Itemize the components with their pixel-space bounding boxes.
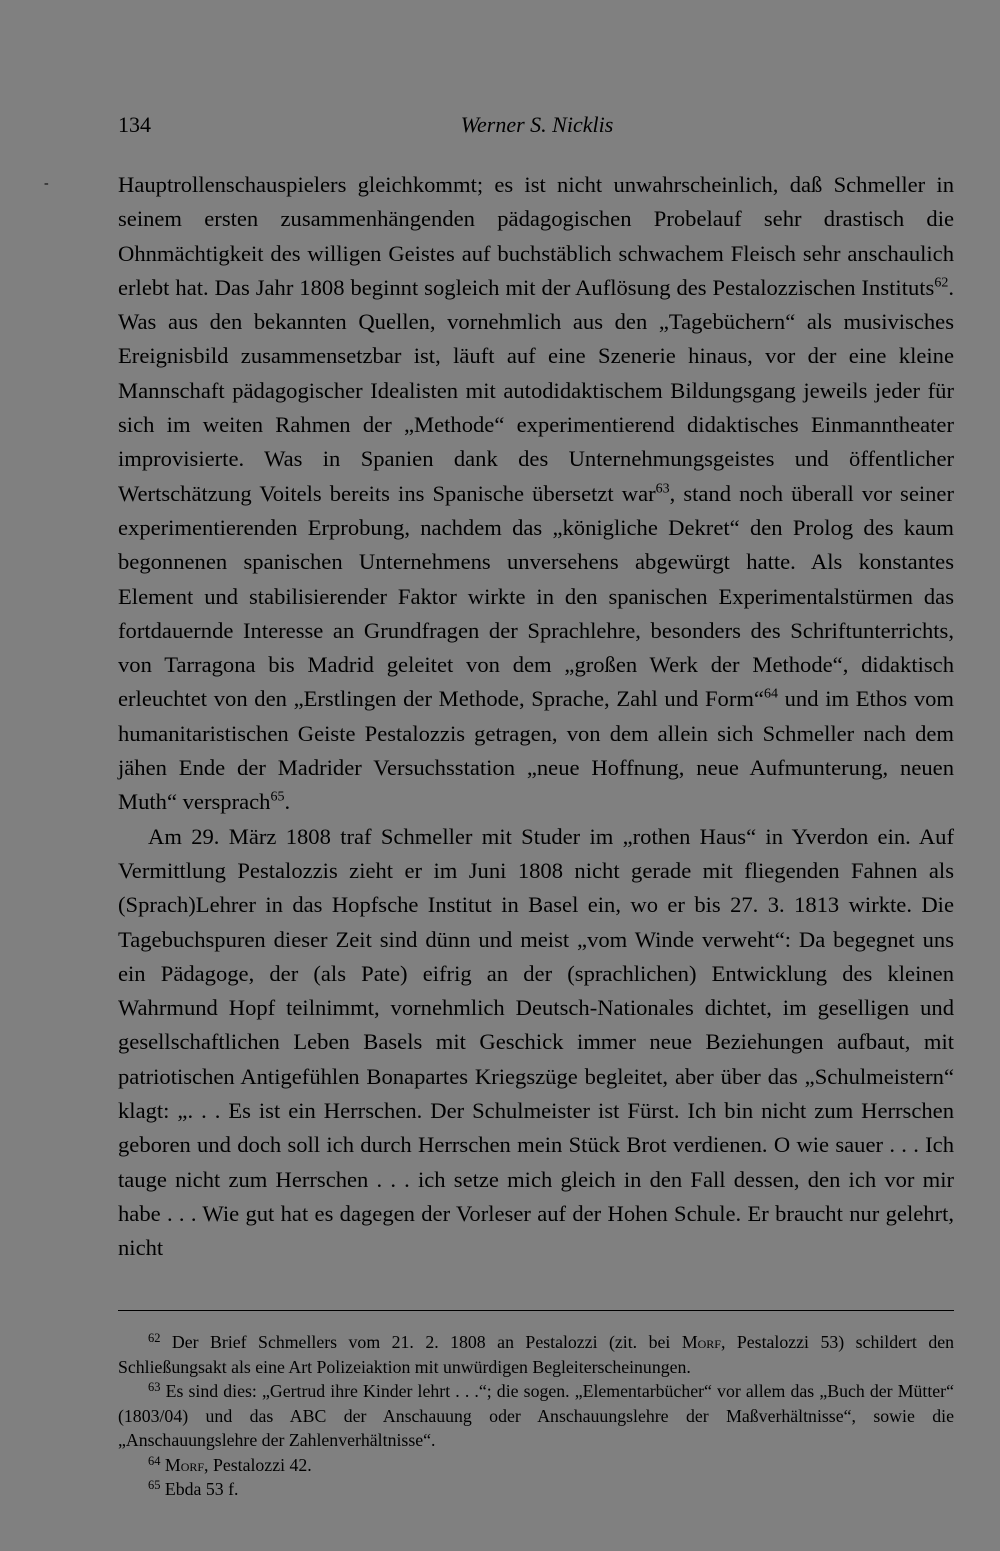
footnote-number: 63 <box>148 1379 161 1394</box>
footnote-text-cont: , Pestalozzi 53) schildert den Schließungsakt als eine Art Polizeiaktion mit unwürdigen Begleiterscheinungen. <box>118 1332 955 1377</box>
paragraph-1-text-3: , stand noch überall vor seiner experimentierenden Erprobung, nachdem das „königliche Dekret“ den Prolog des kaum begonnenen spanischen Unternehmens unversehens abgewürgt hatte. Als konstantes Element und stabilisierender Faktor wirkte in den spanischen Experimentalstürmen das fortdauernde Interesse an Grundfragen der Sprachlehre, besonders des Schriftunterrichts, von Tarragona bis Madrid geleitet von dem „großen Werk der Methode“, didaktisch erleuchtet von den „Erstlingen der Methode, Sprache, Zahl und Form“ <box>118 480 954 712</box>
footnote-text: Der Brief Schmellers vom 21. 2. 1808 an Pestalozzi (zit. bei <box>171 1332 682 1352</box>
footnote-64 <box>118 1453 954 1478</box>
paragraph-1-text-2: . Was aus den bekannten Quellen, vornehmlich aus den „Tagebüchern“ als musivisches Ereignisbild zusammensetzbar ist, läuft auf eine Szenerie hinaus, vor der eine kleine Mannschaft pädagogischer Idealisten mit autodidaktischem Bildungsgang jeweils jeder für sich im weiten Rahmen der „Methode“ experimentierend didaktisches Einmanntheater improvisierte. Was in Spanien dank des Unternehmungsgeistes und öffentlicher Wertschätzung Voitels bereits ins Spanische übersetzt war <box>118 274 954 506</box>
footnote-ref-62[interactable]: 62 <box>934 275 949 291</box>
footnote-divider <box>118 1310 954 1311</box>
footnotes <box>118 1330 954 1502</box>
footnote-ref-64[interactable]: 64 <box>763 686 778 702</box>
paragraph-2: Am 29. März 1808 traf Schmeller mit Studer im „rothen Haus“ in Yverdon ein. Auf Vermittlung Pestalozzis zieht er im Juni 1808 nicht gerade mit fliegenden Fahnen als (Sprach)Lehrer in das Hopfsche Institut in Basel ein, wo er bis 27. 3. 1813 wirkte. Die Tagebuchspuren dieser Zeit sind dünn und meist „vom Winde verweht“: Da begegnet uns ein Pädagoge, der (als Pate) eifrig an der (sprachlichen) Entwicklung des kleinen Wahrmund Hopf teilnimmt, vornehmlich Deutsch-Nationales dichtet, im geselligen und gesellschaftlichen Leben Basels mit Geschick immer neue Beziehungen aufbaut, mit patriotischen Antigefühlen Bonapartes Kriegszüge begleitet, aber über das „Schulmeistern“ klagt: „. . . Es ist ein Herrschen. Der Schulmeister ist Fürst. Ich bin nicht zum Herrschen geboren und doch soll ich durch Herrschen mein Stück Brot verdienen. O wie sauer . . . Ich tauge nicht zum Herrschen . . . ich setze mich gleich in den Fall dessen, den ich vor mir habe . . . Wie gut hat es dagegen der Vorleser auf der Hohen Schule. Er braucht nur gelehrt, nicht <box>118 823 954 1261</box>
page-header <box>118 112 956 146</box>
footnote-ref-65[interactable]: 65 <box>270 789 285 805</box>
footnote-ref-63[interactable]: 63 <box>655 481 670 496</box>
author-name: Morf <box>681 1332 721 1352</box>
footnote-text-cont: , Pestalozzi 42. <box>204 1454 312 1475</box>
footnote-63 <box>118 1379 954 1453</box>
footnote-65 <box>118 1477 954 1502</box>
footnote-62 <box>118 1330 954 1379</box>
footnote-number: 65 <box>148 1477 161 1492</box>
margin-mark: - <box>44 176 49 191</box>
author-name: Morf <box>164 1454 205 1475</box>
footnote-number: 62 <box>148 1330 161 1345</box>
body-text <box>118 168 954 1266</box>
paragraph-1-text-4: und im Ethos vom humanitaristischen Geiste Pestalozzis getragen, von dem allein sich Schmeller nach dem jähen Ende der Madrider Versuchsstation „neue Hoffnung, neue Aufmunterung, neuen Muth“ versprach <box>118 686 954 815</box>
footnote-number: 64 <box>148 1453 161 1468</box>
paragraph-1 <box>118 168 954 820</box>
paragraph-1-text-5: . <box>284 789 291 815</box>
paragraph-1-text-1: Hauptrollenschauspielers gleichkommt; es ist nicht unwahrscheinlich, daß Schmeller in seinem ersten zusammenhängenden pädagogischen Probelauf sehr drastisch die Ohnmächtigkeit des willigen Geistes auf buchstäblich schwachem Fleisch sehr anschaulich erlebt hat. Das Jahr 1808 beginnt sogleich mit der Auflösung des Pestalozzischen Instituts <box>118 172 954 300</box>
running-title: Werner S. Nicklis <box>460 112 614 137</box>
footnote-text: Es sind dies: „Gertrud ihre Kinder lehrt . . .“; die sogen. „Elementarbücher“ vor allem das „Buch der Mütter“ (1803/04) und das ABC der Anschauung oder Anschauungslehre der Maßverhältnisse“, sowie die „Anschauungslehre der Zahlenverhältnisse“. <box>118 1381 954 1450</box>
footnote-text: Ebda 53 f. <box>164 1479 239 1499</box>
page-number: 134 <box>118 112 151 137</box>
